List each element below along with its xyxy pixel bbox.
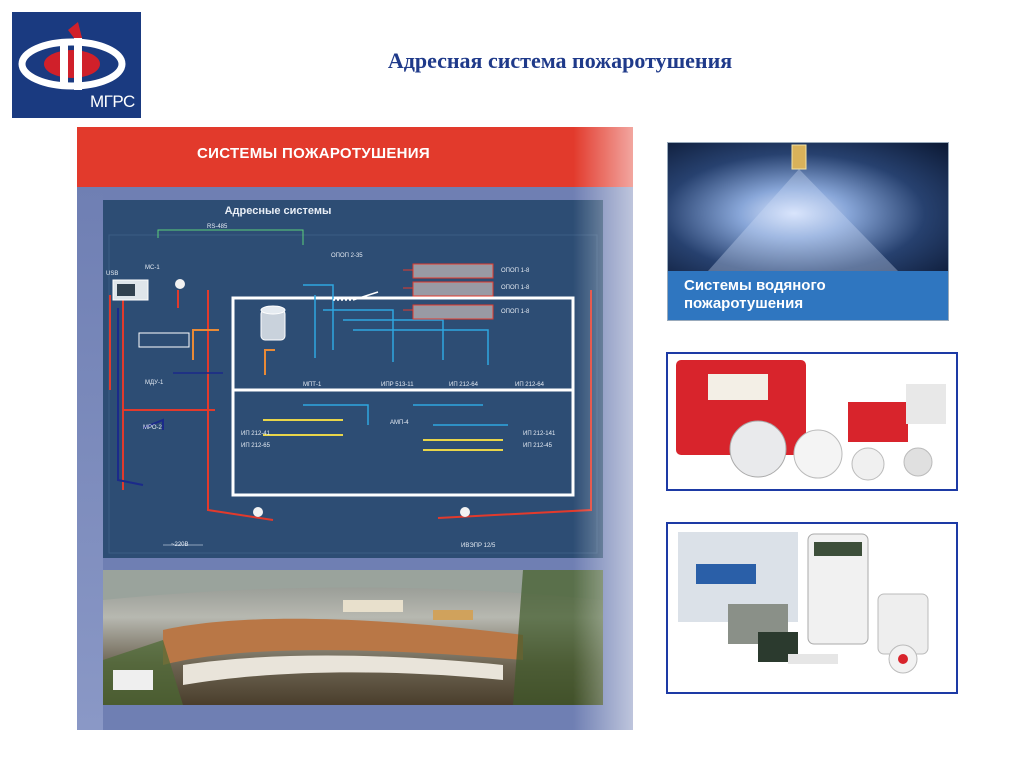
- label-ip212-141: ИП 212-141: [523, 431, 556, 437]
- poster-header-text: СИСТЕМЫ ПОЖАРОТУШЕНИЯ: [197, 145, 430, 162]
- label-mro2: МРО-2: [143, 425, 162, 431]
- label-mpt1: МПТ-1: [303, 382, 322, 388]
- label-opop1-8-b: ОПОП 1-8: [501, 285, 530, 291]
- poster-header: [77, 127, 633, 187]
- logo-text: МГРС: [90, 92, 135, 111]
- label-opop1-8-c: ОПОП 1-8: [501, 309, 530, 315]
- lobby-photo: [103, 570, 603, 705]
- label-amp4: АМП-4: [390, 420, 409, 426]
- diagram-title: Адресные системы: [224, 205, 332, 217]
- poster-left-band: [77, 187, 103, 730]
- label-ip212-64-a: ИП 212-64: [449, 382, 478, 388]
- label-rs485: RS-485: [207, 224, 228, 230]
- label-ip212-41: ИП 212-41: [241, 431, 270, 437]
- water-extinguishing-card: [667, 142, 949, 321]
- label-ivepr: ИВЭПР 12/5: [461, 543, 496, 549]
- sprinkler-spray-photo: [668, 143, 948, 271]
- fire-devices-drawing: [668, 354, 956, 489]
- fire-devices-photo: [666, 352, 958, 491]
- lobby-photo-drawing: [103, 570, 603, 705]
- label-opop1-8-a: ОПОП 1-8: [501, 268, 530, 274]
- label-mdu1: МДУ-1: [145, 380, 164, 386]
- sprinkler-banner: [668, 271, 948, 320]
- sprinkler-head-icon: [668, 143, 948, 271]
- label-mc1: МС-1: [145, 265, 160, 271]
- company-logo: [12, 12, 141, 118]
- label-ipr513: ИПР 513-11: [381, 382, 414, 388]
- label-opop235: ОПОП 2-35: [331, 253, 363, 259]
- label-ip212-45: ИП 212-45: [523, 443, 552, 449]
- label-usb: USB: [106, 271, 119, 277]
- label-220v: ~220В: [171, 542, 189, 548]
- addressable-system-diagram: [103, 200, 603, 558]
- sprinkler-banner-text: Системы водяного пожаротушения: [684, 277, 826, 312]
- slide-title: Адресная система пожаротушения: [387, 48, 733, 73]
- security-devices-photo: [666, 522, 958, 694]
- fire-systems-poster: [77, 127, 633, 730]
- poster-fade: [573, 127, 633, 730]
- label-ip212-64-b: ИП 212-64: [515, 382, 544, 388]
- security-devices-drawing: [668, 524, 956, 692]
- label-ip212-65: ИП 212-65: [241, 443, 270, 449]
